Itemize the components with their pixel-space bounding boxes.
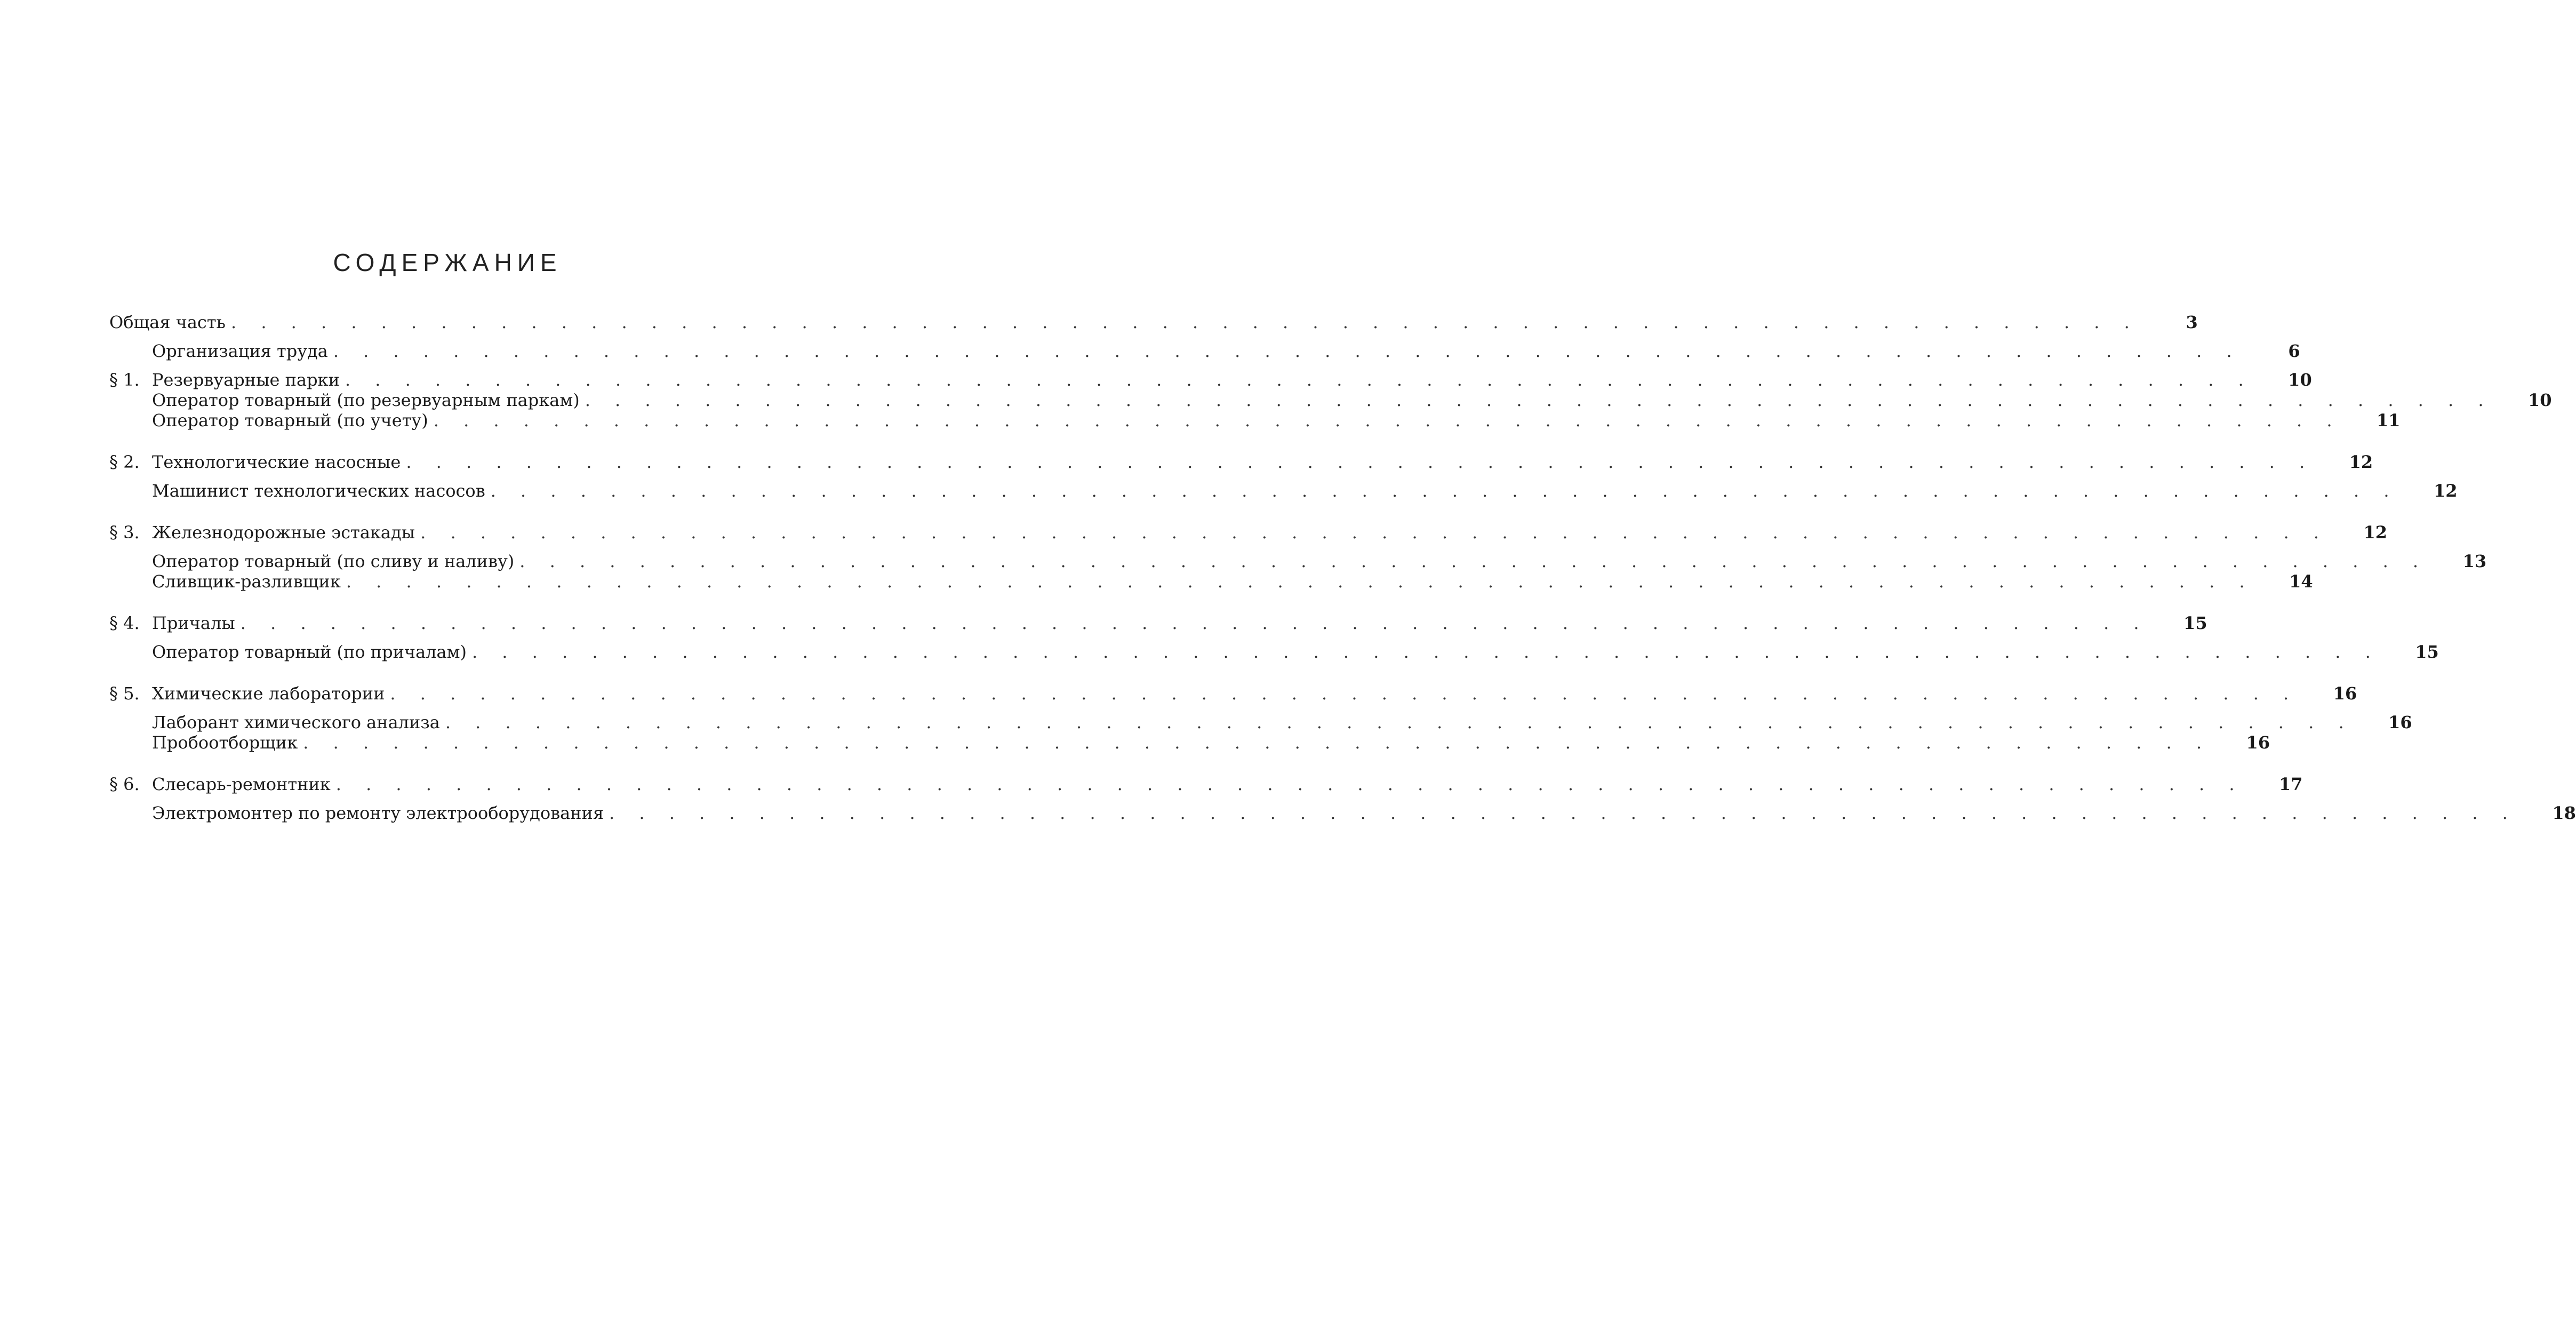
dot-leader: . . . . . . . . . . . . . . . . . . . . . . . . . . . . . . . . . . . . . . . . . . . . . . . . . . . . . . . . . . . . . . . . bbox=[420, 522, 2329, 543]
dot-leader: . . . . . . . . . . . . . . . . . . . . . . . . . . . . . . . . . . . . . . . . . . . . . . . . . . . . . . . . . . . . . . . . bbox=[490, 481, 2399, 501]
dot-leader: . . . . . . . . . . . . . . . . . . . . . . . . . . . . . . . . . . . . . . . . . . . . . . . . . . . . . . . . . . . . . . . . bbox=[471, 642, 2380, 662]
toc-entry-page: 16 bbox=[2246, 732, 2270, 753]
toc-entry-label: Оператор товарный (по резервуарным паркам) bbox=[152, 390, 580, 410]
toc-entry-section: § 3. bbox=[109, 522, 140, 543]
toc-entry bbox=[109, 774, 2303, 794]
toc-entry bbox=[109, 732, 2270, 753]
toc-entry-label: Причалы bbox=[152, 613, 235, 633]
toc-entry-page: 11 bbox=[2377, 410, 2401, 431]
toc-entry-label: Железнодорожные эстакады bbox=[152, 522, 415, 543]
toc-entry bbox=[109, 452, 2373, 472]
dot-leader: . . . . . . . . . . . . . . . . . . . . . . . . . . . . . . . . . . . . . . . . . . . . . . . . . . . . . . . . . . . . . . . . bbox=[585, 390, 2493, 410]
toc-entry-page: 15 bbox=[2415, 642, 2439, 662]
toc-entry-page: 12 bbox=[2434, 481, 2458, 501]
toc-entry-page: 16 bbox=[2388, 712, 2412, 732]
toc-entry bbox=[109, 571, 2313, 592]
toc-entry-section: § 4. bbox=[109, 613, 140, 633]
toc-entry-label: Лаборант химического анализа bbox=[152, 712, 440, 732]
toc-entry-label: Оператор товарный (по сливу и наливу) bbox=[152, 551, 515, 571]
toc-entry bbox=[109, 410, 2401, 431]
toc-entry-label: Резервуарные парки bbox=[152, 370, 340, 390]
toc-entry bbox=[109, 522, 2387, 543]
toc-entry bbox=[109, 551, 2487, 571]
toc-entry bbox=[109, 341, 2300, 361]
toc-entry-page: 17 bbox=[2279, 774, 2303, 794]
toc-entry-label: Общая часть bbox=[109, 312, 226, 332]
toc-entry bbox=[109, 613, 2207, 633]
toc-entry-page: 15 bbox=[2183, 613, 2207, 633]
toc-entry-page: 3 bbox=[2186, 312, 2198, 332]
toc-entry bbox=[109, 683, 2357, 704]
dot-leader: . . . . . . . . . . . . . . . . . . . . . . . . . . . . . . . . . . . . . . . . . . . . . . . . . . . . . . . . . . . . . . . . bbox=[609, 803, 2517, 823]
toc-entry-page: 18 bbox=[2552, 803, 2576, 823]
toc-entry-section: § 1. bbox=[109, 370, 140, 390]
toc-entry-label: Слесарь-ремонтник bbox=[152, 774, 331, 794]
toc-entry bbox=[109, 370, 2312, 390]
toc-entry-section: § 6. bbox=[109, 774, 140, 794]
toc-entry-label: Машинист технологических насосов bbox=[152, 481, 485, 501]
toc-entry bbox=[109, 712, 2412, 732]
toc-entry-label: Технологические насосные bbox=[152, 452, 401, 472]
dot-leader: . . . . . . . . . . . . . . . . . . . . . . . . . . . . . . . . . . . . . . . . . . . . . . . . . . . . . . . . . . . . . . . . bbox=[335, 774, 2244, 794]
toc-entry bbox=[109, 390, 2552, 410]
toc-entry-label: Сливщик-разливщик bbox=[152, 571, 341, 592]
dot-leader: . . . . . . . . . . . . . . . . . . . . . . . . . . . . . . . . . . . . . . . . . . . . . . . . . . . . . . . . . . . . . . . . bbox=[519, 551, 2428, 571]
toc-entry-page: 12 bbox=[2349, 452, 2373, 472]
dot-leader: . . . . . . . . . . . . . . . . . . . . . . . . . . . . . . . . . . . . . . . . . . . . . . . . . . . . . . . . . . . . . . . . bbox=[230, 312, 2139, 332]
dot-leader: . . . . . . . . . . . . . . . . . . . . . . . . . . . . . . . . . . . . . . . . . . . . . . . . . . . . . . . . . . . . . . . . bbox=[406, 452, 2315, 472]
toc-entry-page: 14 bbox=[2289, 571, 2313, 592]
toc-entry-page: 16 bbox=[2333, 683, 2357, 704]
toc-entry-section: § 2. bbox=[109, 452, 140, 472]
toc-entry-label: Оператор товарный (по причалам) bbox=[152, 642, 467, 662]
toc-entry-page: 10 bbox=[2527, 390, 2552, 410]
toc-entry-label: Оператор товарный (по учету) bbox=[152, 410, 428, 431]
toc-entry-page: 6 bbox=[2288, 341, 2300, 361]
toc-entry-page: 10 bbox=[2288, 370, 2312, 390]
table-of-contents bbox=[109, 312, 2576, 823]
dot-leader: . . . . . . . . . . . . . . . . . . . . . . . . . . . . . . . . . . . . . . . . . . . . . . . . . . . . . . . . . . . . . . . . bbox=[240, 613, 2149, 633]
toc-entry-page: 12 bbox=[2363, 522, 2387, 543]
toc-entry bbox=[109, 481, 2458, 501]
toc-entry-page: 13 bbox=[2462, 551, 2487, 571]
page-title: СОДЕРЖАНИЕ bbox=[333, 249, 562, 276]
dot-leader: . . . . . . . . . . . . . . . . . . . . . . . . . . . . . . . . . . . . . . . . . . . . . . . . . . . . . . . . . . . . . . . . bbox=[346, 571, 2254, 592]
toc-entry bbox=[109, 312, 2198, 332]
dot-leader: . . . . . . . . . . . . . . . . . . . . . . . . . . . . . . . . . . . . . . . . . . . . . . . . . . . . . . . . . . . . . . . . bbox=[433, 410, 2342, 431]
dot-leader: . . . . . . . . . . . . . . . . . . . . . . . . . . . . . . . . . . . . . . . . . . . . . . . . . . . . . . . . . . . . . . . . bbox=[390, 683, 2299, 704]
dot-leader: . . . . . . . . . . . . . . . . . . . . . . . . . . . . . . . . . . . . . . . . . . . . . . . . . . . . . . . . . . . . . . . . bbox=[345, 370, 2253, 390]
dot-leader: . . . . . . . . . . . . . . . . . . . . . . . . . . . . . . . . . . . . . . . . . . . . . . . . . . . . . . . . . . . . . . . . bbox=[333, 341, 2242, 361]
toc-entry-label: Электромонтер по ремонту электрооборудования bbox=[152, 803, 604, 823]
dot-leader: . . . . . . . . . . . . . . . . . . . . . . . . . . . . . . . . . . . . . . . . . . . . . . . . . . . . . . . . . . . . . . . . bbox=[303, 732, 2212, 753]
toc-entry bbox=[109, 803, 2576, 823]
dot-leader: . . . . . . . . . . . . . . . . . . . . . . . . . . . . . . . . . . . . . . . . . . . . . . . . . . . . . . . . . . . . . . . . bbox=[445, 712, 2354, 732]
toc-entry-label: Организация труда bbox=[152, 341, 328, 361]
toc-entry-label: Пробоотборщик bbox=[152, 732, 298, 753]
toc-entry-label: Химические лаборатории bbox=[152, 683, 385, 704]
toc-entry bbox=[109, 642, 2439, 662]
toc-entry-section: § 5. bbox=[109, 683, 140, 704]
